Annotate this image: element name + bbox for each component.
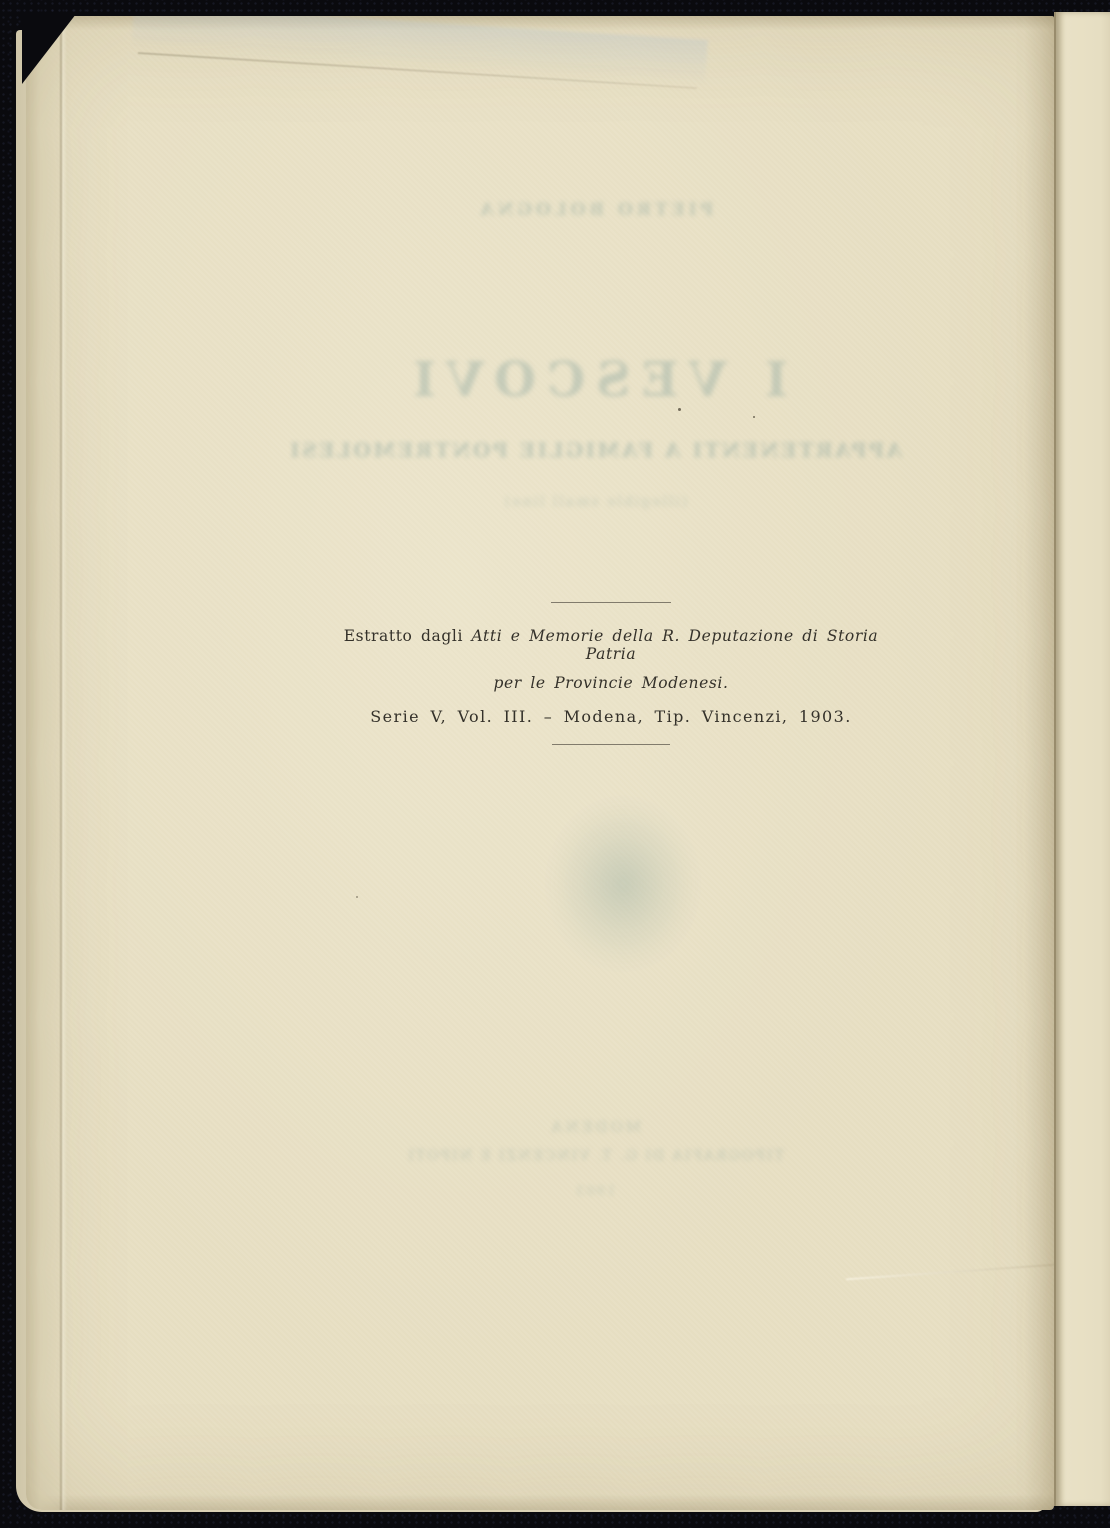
ghost-showthrough-small-line: (illegible small line) (502, 494, 688, 510)
ink-speck (678, 408, 681, 411)
adjacent-leaf-edge (1054, 12, 1110, 1506)
citation-block (323, 602, 899, 745)
scanned-page (26, 16, 1054, 1510)
citation-series-imprint: Serie V, Vol. III. – Modena, Tip. Vincenzi, 1903. (370, 707, 852, 726)
ink-speck (356, 896, 358, 898)
citation-lead: Estratto dagli (343, 627, 472, 645)
bottom-rule (552, 744, 670, 745)
top-fold-sheen (131, 16, 708, 92)
ghost-emblem (548, 798, 698, 970)
ghost-showthrough-author: PIETRO BOLOGNA (476, 200, 714, 220)
citation-line-2: per le Provincie Modenesi. (493, 674, 729, 692)
ghost-showthrough-subtitle: APPARTENENTI A FAMIGLIE PONTREMOLESI (287, 438, 903, 462)
ink-speck (753, 416, 755, 418)
ghost-imprint-city: MODENA (548, 1118, 642, 1136)
top-rule (551, 602, 671, 603)
citation-line-1 (323, 627, 899, 663)
paper-wrinkle (846, 1264, 1054, 1281)
citation-work-title: Atti e Memorie della R. Deputazione di Storia Patria (471, 627, 879, 663)
ghost-showthrough-title: I VESCOVI (402, 352, 788, 408)
ghost-imprint-year: 1903 (574, 1184, 616, 1199)
ghost-imprint-printer: TIPOGRAFIA DI G. T. VINCENZI E NIPOTI (406, 1148, 784, 1164)
